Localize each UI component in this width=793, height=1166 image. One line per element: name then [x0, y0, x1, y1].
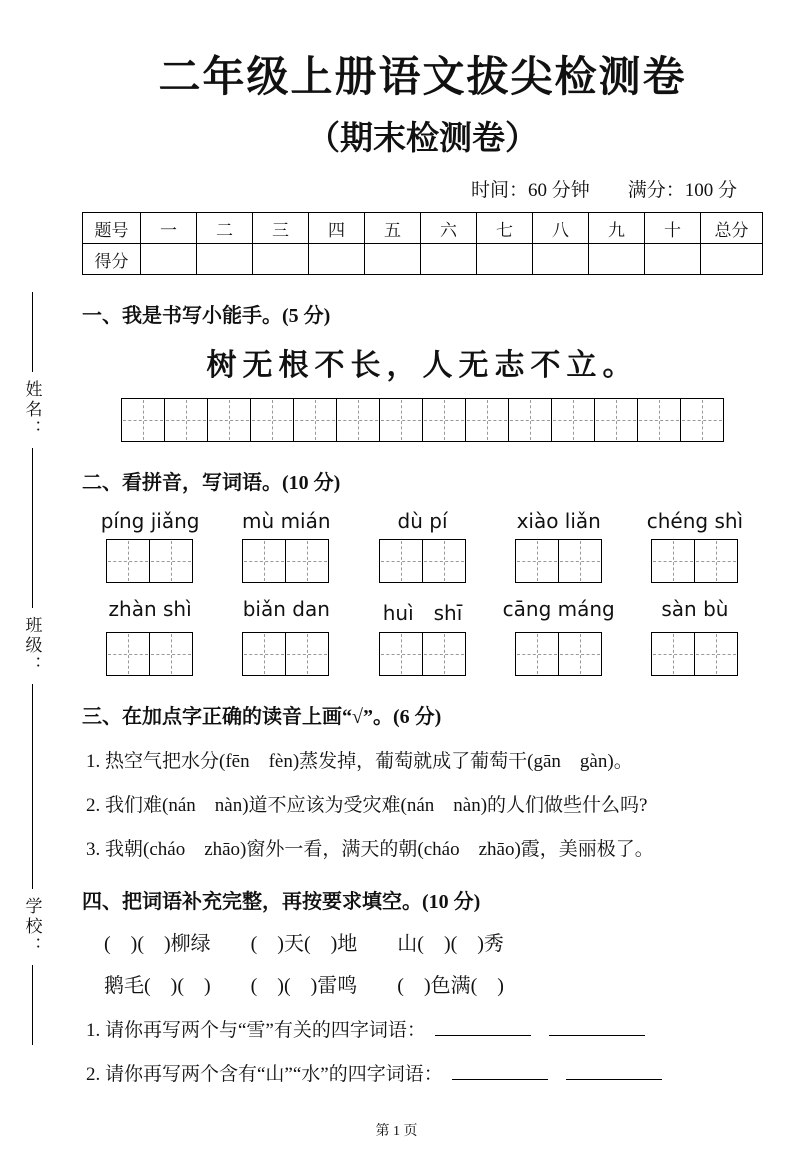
- writing-cell: [422, 398, 466, 442]
- name-fill-line: [32, 292, 33, 372]
- answer-grid-group: [218, 632, 354, 676]
- handwriting-grid: [82, 398, 763, 442]
- writing-cell: [651, 539, 695, 583]
- name-label: 姓名：: [22, 380, 42, 440]
- score-table-header-row: [83, 213, 763, 244]
- answer-blank: [549, 1017, 645, 1036]
- writing-cell: [508, 398, 552, 442]
- pinyin-row-1: [82, 509, 763, 533]
- writing-cell: [594, 398, 638, 442]
- section4-fill-line-1: ( )( )柳绿 ( )天( )地 山( )( )秀: [104, 933, 504, 955]
- score-cell-empty: [253, 244, 309, 275]
- page-title: 二年级上册语文拔尖检测卷: [158, 55, 687, 101]
- writing-cell: [106, 539, 150, 583]
- writing-cell: [379, 632, 423, 676]
- left-margin-sidebar: [0, 44, 64, 1166]
- section4-question-2-text: 2. 请你再写两个含有“山”“水”的四字词语：: [86, 1064, 443, 1085]
- score-table-col: 三: [253, 213, 309, 244]
- answer-grid-group: [354, 632, 490, 676]
- writing-cell: [285, 539, 329, 583]
- writing-cell: [551, 398, 595, 442]
- pinyin-item: zhàn shì: [108, 597, 192, 621]
- writing-cell: [379, 539, 423, 583]
- section4-heading: 四、把词语补充完整，再按要求填空。(10 分): [82, 891, 481, 913]
- pinyin-row-2: [82, 597, 763, 626]
- answer-grid-group: [354, 539, 490, 583]
- pinyin-item: biǎn dan: [242, 597, 330, 621]
- writing-cell: [250, 398, 294, 442]
- writing-cell: [637, 398, 681, 442]
- score-cell-empty: [421, 244, 477, 275]
- school-fill-line: [32, 684, 33, 889]
- score-table-col: 八: [533, 213, 589, 244]
- score-table-col-total: 总分: [701, 213, 763, 244]
- pinyin-item: dù pí: [397, 509, 448, 533]
- exam-paper: [82, 44, 763, 1086]
- writing-cell: [149, 632, 193, 676]
- writing-cell: [680, 398, 724, 442]
- score-cell-empty: [645, 244, 701, 275]
- section1-heading: 一、我是书写小能手。(5 分): [82, 305, 331, 327]
- score-table-col: 七: [477, 213, 533, 244]
- school-label: 学校：: [22, 897, 42, 957]
- page-number: 第 1 页: [375, 1124, 418, 1139]
- section3-heading: 三、在加点字正确的读音上画“√”。(6 分): [82, 706, 442, 728]
- score-table-col: 五: [365, 213, 421, 244]
- writing-cell: [465, 398, 509, 442]
- score-table-col: 十: [645, 213, 701, 244]
- score-table-col: 二: [197, 213, 253, 244]
- writing-cell: [558, 632, 602, 676]
- writing-cell: [651, 632, 695, 676]
- score-cell-empty: [589, 244, 645, 275]
- score-table-col: 一: [141, 213, 197, 244]
- class-label: 班级：: [22, 616, 42, 676]
- section4-question-1-text: 1. 请你再写两个与“雪”有关的四字词语：: [86, 1020, 426, 1041]
- writing-cell: [336, 398, 380, 442]
- pinyin-item: mù mián: [242, 509, 331, 533]
- writing-cell: [121, 398, 165, 442]
- answer-grid-group: [218, 539, 354, 583]
- pinyin-item: sàn bù: [661, 597, 729, 621]
- section3-item-2: 2. 我们难(nán nàn)道不应该为受灾难(nán nàn)的人们做些什么吗?: [86, 795, 648, 816]
- score-cell-empty: [197, 244, 253, 275]
- section4-question-1: [82, 1015, 763, 1042]
- score-table-col: 六: [421, 213, 477, 244]
- writing-cell: [106, 632, 150, 676]
- class-fill-line: [32, 448, 33, 608]
- writing-cell: [293, 398, 337, 442]
- pinyin-item: cāng máng: [502, 597, 615, 621]
- writing-cell: [379, 398, 423, 442]
- score-cell-empty: [141, 244, 197, 275]
- bottom-fill-line: [32, 965, 33, 1045]
- answer-grid-group: [82, 632, 218, 676]
- score-cell-empty: [701, 244, 763, 275]
- writing-cell: [694, 632, 738, 676]
- answer-blank: [435, 1017, 531, 1036]
- score-table-score-row: [83, 244, 763, 275]
- score-cell-empty: [309, 244, 365, 275]
- answer-blank: [566, 1061, 662, 1080]
- writing-cell: [242, 539, 286, 583]
- section3-item-3: 3. 我朝(cháo zhāo)窗外一看，满天的朝(cháo zhāo)霞，美丽极了。: [86, 839, 654, 860]
- answer-grid-group: [627, 632, 763, 676]
- pinyin-item: huì shī: [382, 601, 463, 625]
- writing-cell: [515, 539, 559, 583]
- writing-cell: [422, 632, 466, 676]
- pinyin-item: píng jiǎng: [100, 509, 200, 533]
- writing-cell: [515, 632, 559, 676]
- writing-cell: [422, 539, 466, 583]
- answer-grid-group: [82, 539, 218, 583]
- pinyin-item: xiào liǎn: [516, 509, 601, 533]
- score-table: [82, 212, 763, 275]
- answer-grid-group: [491, 632, 627, 676]
- section4-question-2: [82, 1059, 763, 1086]
- time-and-score-meta: 时间：60 分钟 满分：100 分: [470, 180, 737, 201]
- answer-grid-row-1: [82, 539, 763, 583]
- section2-heading: 二、看拼音，写词语。(10 分): [82, 472, 341, 494]
- answer-grid-row-2: [82, 632, 763, 676]
- writing-cell: [558, 539, 602, 583]
- score-table-col: 四: [309, 213, 365, 244]
- section4-fill-line-2: 鹅毛( )( ) ( )( )雷鸣 ( )色满( ): [104, 975, 504, 997]
- score-cell-empty: [477, 244, 533, 275]
- score-table-score-label: 得分: [83, 244, 141, 275]
- writing-cell: [242, 632, 286, 676]
- writing-cell: [207, 398, 251, 442]
- handwriting-sentence: 树无根不长，人无志不立。: [206, 349, 639, 382]
- answer-grid-group: [491, 539, 627, 583]
- pinyin-item: chéng shì: [646, 509, 744, 533]
- score-cell-empty: [533, 244, 589, 275]
- writing-cell: [694, 539, 738, 583]
- writing-cell: [285, 632, 329, 676]
- page-subtitle: （期末检测卷）: [307, 121, 538, 157]
- writing-cell: [164, 398, 208, 442]
- answer-blank: [452, 1061, 548, 1080]
- score-cell-empty: [365, 244, 421, 275]
- answer-grid-group: [627, 539, 763, 583]
- score-table-header-label: 题号: [83, 213, 141, 244]
- section3-item-1: 1. 热空气把水分(fēn fèn)蒸发掉，葡萄就成了葡萄干(gān gàn)。: [86, 751, 633, 772]
- writing-cell: [149, 539, 193, 583]
- score-table-col: 九: [589, 213, 645, 244]
